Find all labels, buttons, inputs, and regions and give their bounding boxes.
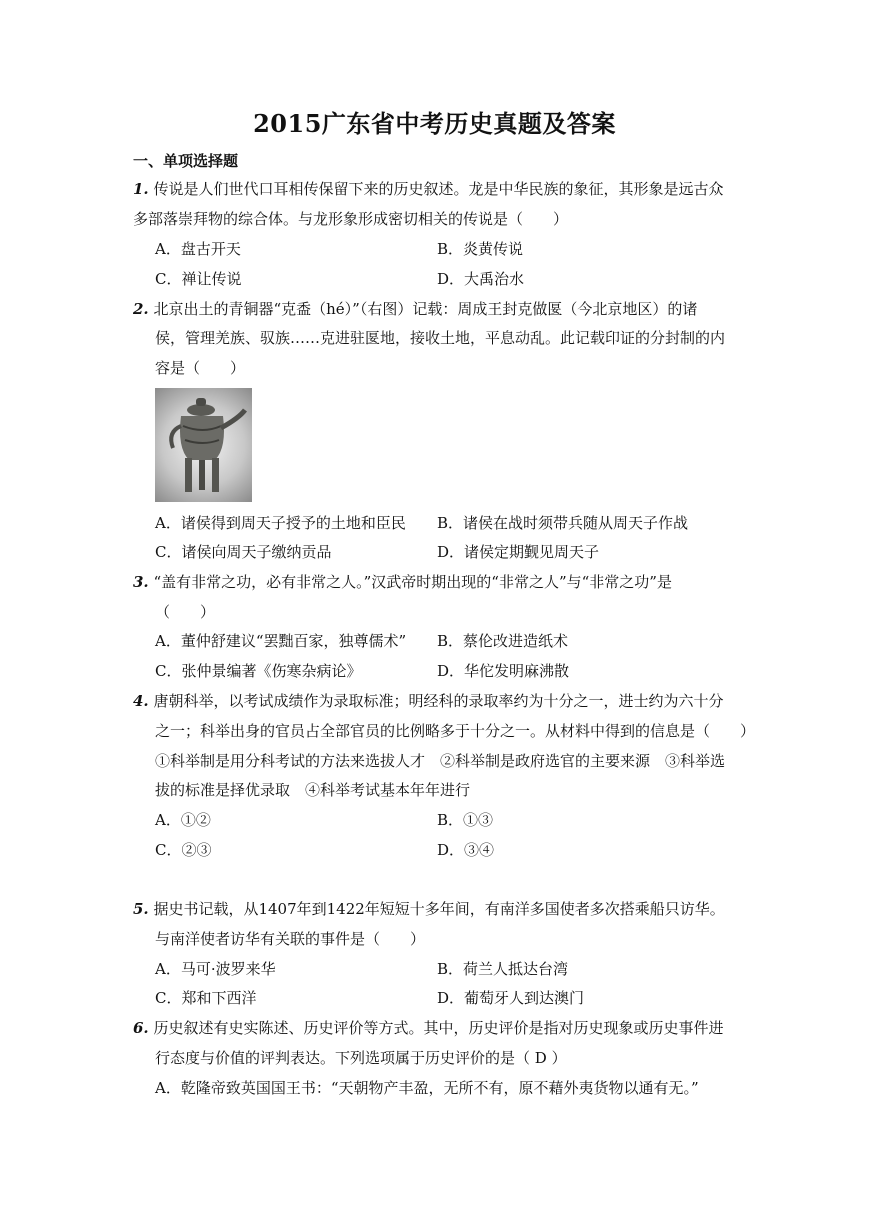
option-d: D．华佗发明麻沸散	[437, 662, 570, 680]
question-number: 3.	[133, 573, 149, 591]
option-c: C．②③	[155, 841, 212, 859]
question-text: 北京出土的青铜器“克盉（hé）”（右图）记载：周成王封克做匽（今北京地区）的诸	[153, 300, 698, 318]
question-3-line-2: （ ）	[155, 603, 216, 621]
option-a: A．马可·波罗来华	[155, 960, 276, 978]
question-6-line-2: 行态度与价值的评判表达。下列选项属于历史评价的是（ D ）	[155, 1049, 567, 1067]
question-number: 1.	[133, 180, 149, 198]
question-4-line-2: 之一；科举出身的官员占全部官员的比例略多于十分之一。从材料中得到的信息是（ ）	[155, 722, 756, 740]
option-d: D．③④	[437, 841, 495, 859]
option-c: C．张仲景编著《伤寒杂病论》	[155, 662, 362, 680]
bronze-vessel-image	[155, 388, 252, 502]
option-b: B．蔡伦改进造纸术	[437, 632, 569, 650]
option-c: C．禅让传说	[155, 270, 242, 288]
option-a: A．诸侯得到周天子授予的土地和臣民	[155, 514, 406, 532]
question-4-line-3: ①科举制是用分科考试的方法来选拔人才 ②科举制是政府选官的主要来源 ③科举选	[155, 752, 726, 770]
option-a: A．乾隆帝致英国国王书：“天朝物产丰盈，无所不有，原不藉外夷货物以通有无。”	[155, 1079, 699, 1097]
question-4-line-1	[133, 690, 723, 712]
question-3-line-1	[133, 571, 672, 593]
question-1-line-1	[133, 178, 723, 200]
option-b: B．①③	[437, 811, 494, 829]
option-d: D．大禹治水	[437, 270, 525, 288]
option-b: B．荷兰人抵达台湾	[437, 960, 569, 978]
question-2-line-2: 侯，管理羌族、驭族……克进驻匽地，接收土地，平息动乱。此记载印证的分封制的内	[155, 329, 726, 347]
question-text: 唐朝科举，以考试成绩作为录取标准；明经科的录取率约为十分之一，进士约为六十分	[153, 692, 724, 710]
question-5-line-2: 与南洋使者访华有关联的事件是（ ）	[155, 930, 426, 948]
option-c: C．诸侯向周天子缴纳贡品	[155, 543, 332, 561]
question-4-line-4: 拔的标准是择优录取 ④科举考试基本年年进行	[155, 781, 471, 799]
section-heading: 一、单项选择题	[133, 152, 239, 170]
question-5-line-1	[133, 898, 725, 920]
question-text: 历史叙述有史实陈述、历史评价等方式。其中，历史评价是指对历史现象或历史事件进	[153, 1019, 724, 1037]
question-2-line-1	[133, 298, 697, 320]
question-text: “盖有非常之功，必有非常之人。”汉武帝时期出现的“非常之人”与“非常之功”是	[153, 573, 672, 591]
option-a: A．盘古开天	[155, 240, 241, 258]
question-2-line-3: 容是（ ）	[155, 359, 246, 377]
question-6-line-1	[133, 1017, 723, 1039]
question-number: 5.	[133, 900, 149, 918]
option-b: B．炎黄传说	[437, 240, 524, 258]
question-number: 6.	[133, 1019, 149, 1037]
option-a: A．董仲舒建议“罢黜百家，独尊儒术”	[155, 632, 407, 650]
question-number: 4.	[133, 692, 149, 710]
option-b: B．诸侯在战时须带兵随从周天子作战	[437, 514, 689, 532]
question-1-line-2: 多部落崇拜物的综合体。与龙形象形成密切相关的传说是（ ）	[133, 210, 569, 228]
question-number: 2.	[133, 300, 149, 318]
page-title: 2015广东省中考历史真题及答案	[253, 109, 616, 138]
option-a: A．①②	[155, 811, 211, 829]
option-d: D．葡萄牙人到达澳门	[437, 989, 585, 1007]
bronze-vessel-icon	[155, 388, 252, 502]
question-text: 传说是人们世代口耳相传保留下来的历史叙述。龙是中华民族的象征，其形象是远古众	[153, 180, 724, 198]
option-d: D．诸侯定期觐见周天子	[437, 543, 600, 561]
option-c: C．郑和下西洋	[155, 989, 257, 1007]
question-text: 据史书记载，从1407年到1422年短短十多年间，有南洋多国使者多次搭乘船只访华。	[153, 900, 725, 918]
